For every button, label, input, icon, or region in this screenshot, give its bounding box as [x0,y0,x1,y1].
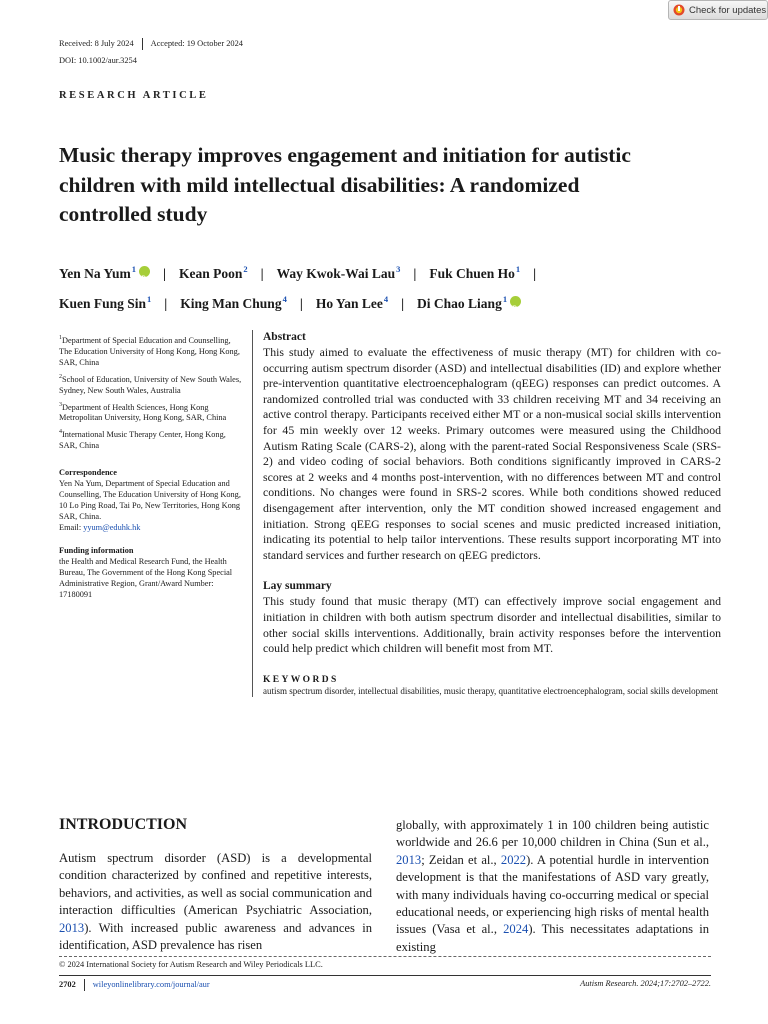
orcid-icon[interactable] [139,266,150,277]
page-footer [59,979,711,991]
sidebar-info [59,333,245,600]
footnote-divider [59,956,711,957]
author-line: Yen Na Yum$^1$iD | Kean Poon$^2$ | Way Kwok-Wai Lau$^3$ | Fuk Chuen Ho$^1$ | [59,257,719,287]
keywords-heading: KEYWORDS [263,674,339,685]
meta-divider [142,38,143,50]
intro-paragraph: globally, with approximately 1 in 100 children being autistic worldwide and 26.6 per 10,000 children in China (Sun et al., 2013; Zeidan et al., 2022). A potential hurdle in intervention development is that the manifestations of ASD vary greatly, with many individuals having co-occurring medical or special educational needs, or experiencing high risks of mental health issues (Vasa et al., 2024). This necessitates adaptations in existing [396,818,709,954]
article-title [59,141,719,230]
intro-paragraph: Autism spectrum disorder (ASD) is a developmental condition characterized by confined and repetitive interests, behaviors, and activities, as well as social communication and interaction difficulties (American Psychiatric Association, 2013). With increased public awareness and advances in identification, ASD prevalence has risen [59,851,372,953]
orcid-icon[interactable] [510,296,521,307]
title-line: controlled study [59,202,208,226]
journal-link[interactable]: wileyonlinelibrary.com/journal/aur [92,979,210,989]
received-date: Received: 8 July 2024 [59,38,134,48]
author-list [59,257,719,316]
author[interactable]: Ho Yan Lee$^4$ [315,293,389,311]
author[interactable]: Fuk Chuen Ho$^1$ [429,264,521,281]
email-link[interactable]: yyum@eduhk.hk [83,523,141,533]
introduction-heading: INTRODUCTION [59,816,188,833]
citation-link[interactable]: 2024 [503,922,529,937]
author[interactable]: Di Chao Liang$^1$iD [417,296,521,311]
title-line: children with mild intellectual disabilities: A randomized [59,172,580,197]
doi: DOI: 10.1002/aur.3254 [59,56,137,65]
correspondence-text: Yen Na Yum, Department of Special Education and Counselling, The Education University of Hong Kong, 10 Lo Ping Road, Tai Po, New Territories, Hong Kong SAR, China. [59,479,241,522]
author-line: Kuen Fung Sin$^1$ | King Man Chung$^4$ | Ho Yan Lee$^4$ | Di Chao Liang$^1$iD [59,287,719,317]
journal-citation: Autism Research. 2024;17:2702–2722. [580,979,711,988]
check-updates-icon [673,4,685,16]
citation-link[interactable]: 2022 [500,852,527,867]
author[interactable]: King Man Chung$^4$ [180,293,287,311]
correspondence-email: Email: yyum@eduhk.hk [59,523,141,533]
lay-summary-text: This study found that music therapy (MT) can effectively improve social engagement and initiation in children with both autism spectrum disorder and intellectual disabilities, similar to other social skills interventions. Additionally, brain activity responses before the intervention could help predict which children will benefit most from MT. [263,594,721,656]
funding-heading: Funding information [59,546,134,556]
footer-divider [59,975,711,976]
received-accepted-line [59,38,243,50]
page-number: 2702 [59,979,76,989]
affiliation: $^2$School of Education, University of New South Wales, Sydney, New South Wales, Australia [59,373,242,395]
footer-divider-bar [84,979,85,991]
affiliation: $^1$Department of Special Education and Counselling, The Education University of Hong Kong, Hong Kong, SAR, China [59,335,240,367]
copyright-notice: © 2024 International Society for Autism Research and Wiley Periodicals LLC. [59,960,323,969]
author[interactable]: Kean Poon$^2$ [179,264,248,281]
funding [59,545,245,600]
citation-link[interactable]: 2013 [396,852,422,867]
check-updates-label: Check for updates [689,4,767,16]
check-for-updates-button[interactable] [668,0,768,20]
author[interactable]: Yen Na Yum$^1$iD [59,266,150,281]
section-label: RESEARCH ARTICLE [59,90,209,101]
title-line: Music therapy improves engagement and initiation for autistic [59,143,631,167]
lay-summary-heading: Lay summary [263,580,332,593]
keywords-text: autism spectrum disorder, intellectual disabilities, music therapy, quantitative electroencephalogram, social skills development [263,685,719,696]
affiliations [59,333,245,451]
funding-text: the Health and Medical Research Fund, the Health Bureau, The Government of the Hong Kong Special Administrative Region, Grant/Award Number: 17180091 [59,557,233,600]
correspondence [59,467,245,533]
accepted-date: Accepted: 19 October 2024 [150,38,243,48]
citation-link[interactable]: 2013 [59,920,85,935]
author[interactable]: Way Kwok-Wai Lau$^3$ [276,264,401,281]
affiliation: $^3$Department of Health Sciences, Hong Kong Metropolitan University, Hong Kong, SAR, China [59,401,227,423]
intro-column-right [396,817,709,956]
abstract-heading: Abstract [263,331,306,343]
correspondence-heading: Correspondence [59,468,117,478]
intro-column-left [59,850,372,954]
author[interactable]: Kuen Fung Sin$^1$ [59,293,152,311]
affiliation: $^4$International Music Therapy Center, Hong Kong, SAR, China [59,429,226,451]
abstract-column [252,330,721,697]
abstract-text: This study aimed to evaluate the effectiveness of music therapy (MT) for children with co-occurring autism spectrum disorder (ASD) and intellectual disabilities (ID) and explore whether pre-intervention quantitative electroencephalogram (qEEG) responses can predict outcomes. A randomized controlled trial was conducted with 33 children receiving MT and 34 receiving an active control therapy. Participants received either MT or a non-musical social skills intervention for 45 min weekly over 12 weeks. Primary outcomes were measured using the Childhood Autism Rating Scale (CARS-2), along with the parent-rated Social Responsiveness Scale (SRS-2) and video coding of social behaviors. Both conditions significantly improved in CARS-2 scores at 2 weeks and 4 months post-intervention, with no differences between MT and control conditions. No changes were found in SRS-2 scores. While both conditions showed reduced disengagement after intervention, only the MT condition showed increased engagement and initiation. Strong qEEG responses to social scenes and music predicted increased initiation, indicating its potential to help tailor interventions. These results support incorporating MT into standard services and further research on qEEG predictors. [263,345,721,562]
